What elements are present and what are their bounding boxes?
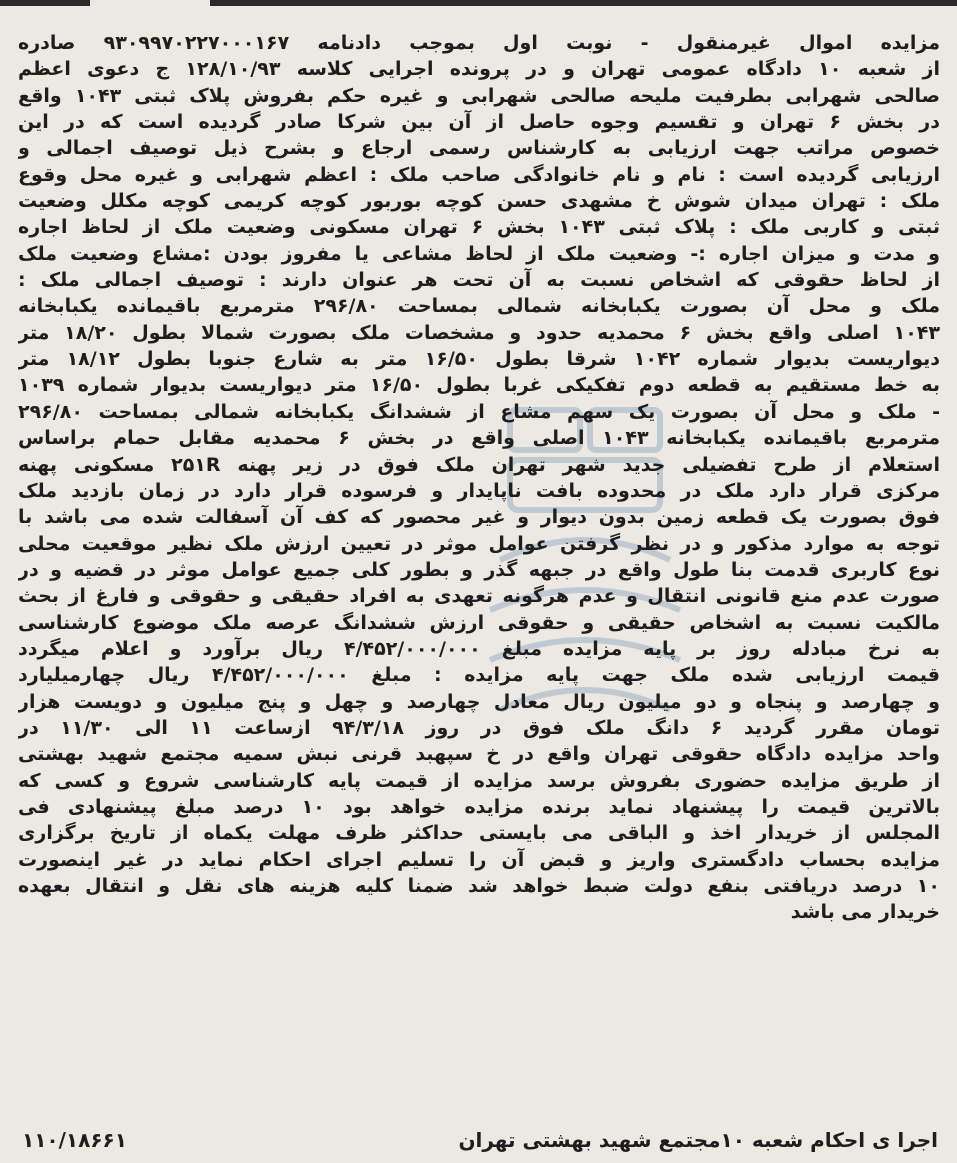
notice-line: فوق بصورت یک قطعه زمین بدون دیوار و غیر محصور که کف آن آسفالت شده می باشد با bbox=[18, 506, 940, 529]
notice-line: ارزیابی گردیده است : نام و نام خانوادگی صاحب ملک : اعظم شهرابی و غیره محل وقوع bbox=[18, 163, 940, 186]
notice-line: ۱۰ درصد دریافتی بنفع دولت ضبط خواهد شد ضمنا کلیه هزینه های نقل و انتقال بعهده bbox=[18, 875, 940, 897]
notice-line: ثبتی و کاربی ملک : پلاک ثبتی ۱۰۴۳ بخش ۶ تهران مسکونی وضعیت ملک از لحاظ اجاره bbox=[18, 216, 940, 239]
notice-line: مرکزی قرار دارد ملک در محدوده بافت ناپایدار و فرسوده قرار دارد در زمان بازدید ملک bbox=[18, 479, 940, 502]
notice-line: مزایده اموال غیرمنقول - نوبت اول بموجب دادنامه ۹۳۰۹۹۷۰۲۲۷۰۰۰۱۶۷ صادره bbox=[18, 32, 940, 54]
notice-line: ملک و محل آن بصورت یکبابخانه شمالی بمساحت ۲۹۶/۸۰ مترمربع باقیمانده یکبابخانه bbox=[18, 295, 940, 318]
notice-line: به نرخ مبادله روز بر پایه مزایده مبلغ ۴/۴۵۲/۰۰۰/۰۰۰ ریال برآورد و اعلام میگردد bbox=[18, 637, 940, 660]
notice-line: تومان مقرر گردید ۶ دانگ ملک فوق در روز ۹۴/۳/۱۸ ازساعت ۱۱ الی ۱۱/۳۰ در bbox=[18, 716, 940, 739]
top-border-gap bbox=[90, 0, 210, 6]
notice-line: مالکیت نسبت به اشخاص حقیقی و حقوقی ارزش ششدانگ عرصه ملک موضوع کارشناسی bbox=[18, 611, 940, 634]
notice-line: و چهارصد و پنجاه و دو میلیون ریال معادل چهارصد و چهل و پنج میلیون و دویست هزار bbox=[18, 690, 940, 713]
notice-line: به خط مستقیم به قطعه دوم تفکیکی غربا بطول ۱۶/۵۰ متر دیواریست بدیوار شماره ۱۰۳۹ bbox=[18, 374, 940, 397]
notice-line: نوع کاربری قدمت بنا طول واقع در جبهه گذر و بطور کلی جمیع عوامل موثر در قضیه و در bbox=[18, 558, 940, 581]
notice-line: در بخش ۶ تهران و تقسیم وجوه حاصل از آن بین شرکا صادر گردیده است که در این bbox=[18, 111, 940, 134]
notice-line: از لحاظ حقوقی که اشخاص نسبت به آن تحت هر عنوان دارند : توصیف اجمالی ملک : bbox=[18, 269, 940, 292]
notice-line: استعلام از طرح تفضیلی جدید شهر تهران ملک فوق در زیر پهنه ۲۵۱R مسکونی پهنه bbox=[18, 453, 940, 476]
notice-line: مزایده بحساب دادگستری واریز و قبض آن را تسلیم اجرای احکام نماید در غیر اینصورت bbox=[18, 848, 940, 871]
notice-line: توجه به موارد مذکور و در نظر گرفتن عوامل موثر در تعیین ارزش ملک نظیر موقعیت محلی bbox=[18, 532, 940, 555]
notice-line: مترمربع باقیمانده یکبابخانه ۱۰۴۳ اصلی واقع در بخش ۶ محمدیه مقابل حمام براساس bbox=[18, 427, 940, 450]
notice-line: خصوص مراتب جهت ارزیابی به کارشناس رسمی ارجاع و بشرح ذیل توصیف اجمالی و bbox=[18, 137, 940, 160]
notice-reference-number: ۱۱۰/۱۸۶۶۱ bbox=[22, 1128, 127, 1152]
notice-line: و مدت و میزان اجاره :- وضعیت ملک از لحاظ مشاعی یا مفروز بودن :مشاع وضعیت ملک bbox=[18, 242, 940, 265]
notice-footer bbox=[22, 1128, 938, 1158]
issuer-signature: اجرا ی احکام شعبه ۱۰مجتمع شهید بهشتی تهران bbox=[458, 1128, 938, 1152]
notice-line: از شعبه ۱۰ دادگاه عمومی تهران و در پرونده اجرایی کلاسه ۱۲۸/۱۰/۹۳ ج دعوی اعظم bbox=[18, 58, 940, 81]
auction-notice-text bbox=[18, 30, 940, 926]
notice-line: قیمت ارزیابی شده ملک جهت پایه مزایده : مبلغ ۴/۴۵۲/۰۰۰/۰۰۰ ریال چهارمیلیارد bbox=[18, 664, 940, 687]
notice-line: - ملک و محل آن بصورت یک سهم مشاع از ششدانگ یکبابخانه شمالی بمساحت ۲۹۶/۸۰ bbox=[18, 400, 940, 423]
notice-line: خریدار می باشد bbox=[790, 901, 940, 924]
notice-line: ملک : تهران میدان شوش خ مشهدی حسن کوچه بوربور کوچه کریمی کوچه مکلل وضعیت bbox=[18, 190, 940, 213]
notice-line: صالحی شهرابی بطرفیت ملیحه صالحی شهرابی و غیره حکم بفروش پلاک ثبتی ۱۰۴۳ واقع bbox=[18, 84, 940, 107]
notice-line: واحد مزایده دادگاه حقوقی تهران واقع در خ سپهبد قرنی نبش سمیه مجتمع شهید بهشتی bbox=[18, 743, 940, 766]
notice-line: بالاترین قیمت را پیشنهاد نماید برنده مزایده خواهد بود ۱۰ درصد مبلغ پیشنهادی فی bbox=[18, 795, 940, 818]
notice-line: ۱۰۴۳ اصلی واقع بخش ۶ محمدیه حدود و مشخصات ملک بصورت شمالا بطول ۱۸/۲۰ متر bbox=[18, 321, 940, 344]
notice-line: دیواریست بدیوار شماره ۱۰۴۲ شرقا بطول ۱۶/۵۰ متر به شارع جنوبا بطول ۱۸/۱۲ متر bbox=[18, 348, 940, 371]
notice-line: المجلس از خریدار اخذ و الباقی می بایستی حداکثر ظرف مهلت یکماه از تاریخ برگزاری bbox=[18, 822, 940, 845]
notice-line: صورت عدم منع قانونی انتقال و عدم هرگونه تعهدی به افراد حقیقی و حقوقی و فارغ از بحث bbox=[18, 585, 940, 608]
notice-line: از طریق مزایده حضوری بفروش برسد مزایده از قیمت پایه کارشناسی شروع و کسی که bbox=[18, 769, 940, 792]
